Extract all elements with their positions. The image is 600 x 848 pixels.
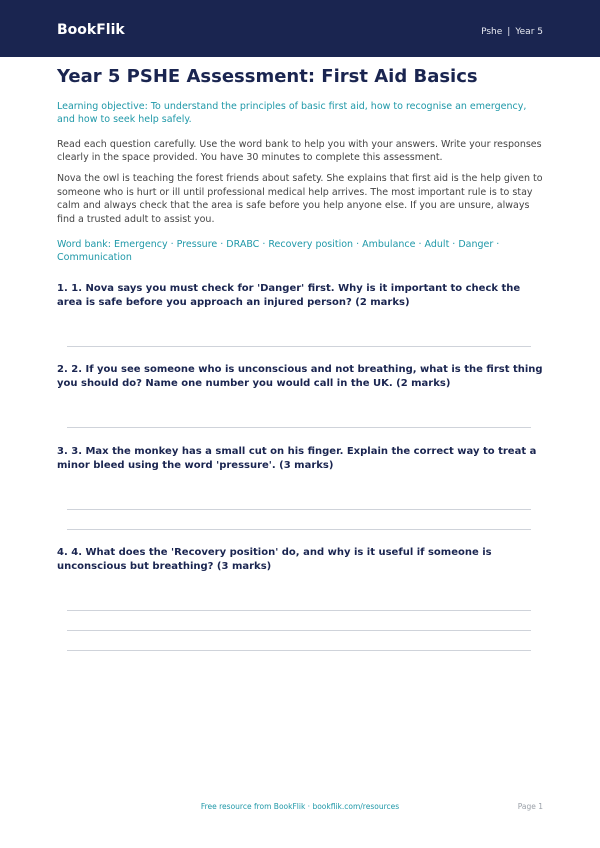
answer-line[interactable]: [67, 509, 531, 510]
brand-logo-text: BookFlik: [57, 22, 125, 38]
year-label: Year 5: [515, 27, 543, 37]
header-meta: [481, 27, 543, 37]
question-4: 4. 4. What does the 'Recovery position' do, and why is it useful if someone is unconscious but breathing? (3 marks): [57, 547, 492, 572]
page-number: Page 1: [517, 802, 543, 811]
question-2: 2. 2. If you see someone who is unconscious and not breathing, what is the first thing you should do? Name one number you would call in the UK. (2 marks): [57, 364, 543, 389]
answer-line[interactable]: [67, 650, 531, 651]
word-bank: Word bank: Emergency · Pressure · DRABC · Recovery position · Ambulance · Adult · Danger · Communication: [57, 239, 500, 263]
answer-line[interactable]: [67, 346, 531, 347]
footer-resource-link[interactable]: Free resource from BookFlik · bookflik.com/resources: [200, 802, 400, 811]
learning-objective: Learning objective: To understand the principles of basic first aid, how to recognise an emergency, and how to seek help safely.: [57, 101, 527, 125]
story-passage: Nova the owl is teaching the forest friends about safety. She explains that first aid is the help given to someone who is hurt or ill until professional medical help arrives. The most important rule is to stay calm and always check that the area is safe before you help anyone else. If you are unsure, always find a trusted adult to assist you.: [57, 173, 543, 225]
page-header: [0, 0, 600, 57]
instructions-text: Read each question carefully. Use the word bank to help you with your answers. Write your responses clearly in the space provided. You have 30 minutes to complete this assessment.: [57, 139, 542, 163]
meta-separator: |: [507, 27, 511, 37]
question-1: 1. 1. Nova says you must check for 'Danger' first. Why is it important to check the area is safe before you approach an injured person? (2 marks): [57, 283, 521, 308]
answer-line[interactable]: [67, 427, 531, 428]
subject-label: Pshe: [481, 27, 503, 37]
answer-line[interactable]: [67, 529, 531, 530]
question-3: 3. 3. Max the monkey has a small cut on his finger. Explain the correct way to treat a minor bleed using the word 'pressure'. (3 marks): [57, 446, 537, 471]
page-title: Year 5 PSHE Assessment: First Aid Basics: [57, 66, 478, 87]
answer-line[interactable]: [67, 610, 531, 611]
answer-line[interactable]: [67, 630, 531, 631]
